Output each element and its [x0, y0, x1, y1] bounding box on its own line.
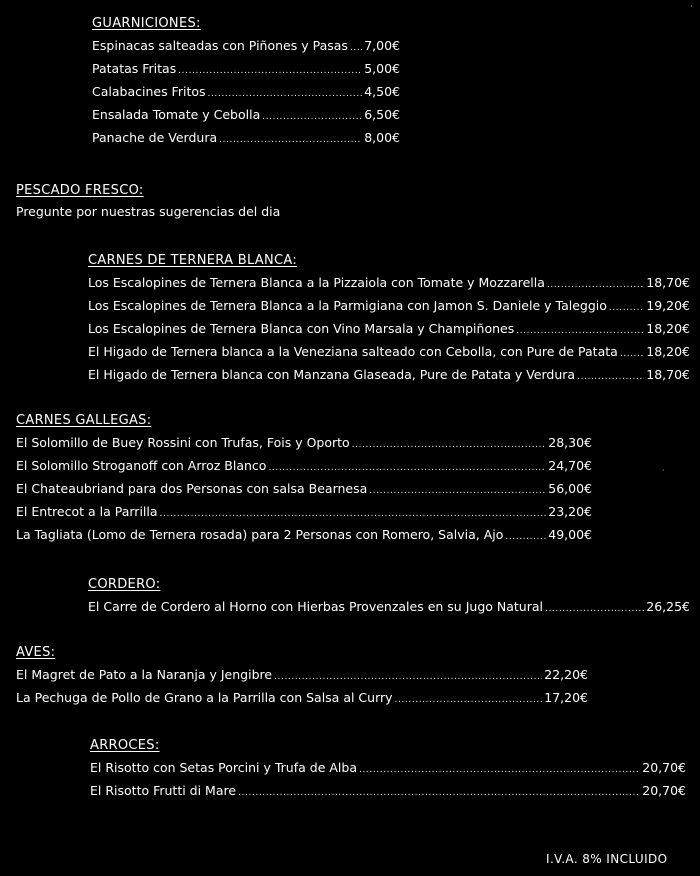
section-note: Pregunte por nuestras sugerencias del dia [16, 204, 281, 219]
menu-item [88, 271, 690, 294]
section-title: CARNES DE TERNERA BLANCA: [88, 253, 298, 268]
item-name: Patatas Fritas [92, 61, 177, 76]
dot-leader [238, 782, 640, 805]
menu-item [88, 363, 690, 386]
item-name: El Risotto Frutti di Mare [90, 783, 237, 798]
section-title: PESCADO FRESCO: [16, 183, 144, 198]
section-guarniciones [92, 14, 400, 149]
item-price: 8,00€ [364, 130, 400, 145]
item-price: 4,50€ [364, 84, 400, 99]
section-pescado [16, 181, 416, 223]
menu-item [88, 340, 690, 363]
dot-leader [178, 60, 362, 83]
menu-item [92, 80, 400, 103]
item-name: Espinacas salteadas con Piñones y Pasas [92, 38, 348, 53]
item-price: 18,20€ [646, 344, 690, 359]
scan-speck: · [662, 466, 665, 475]
item-price: 24,70€ [548, 458, 592, 473]
item-name: El Entrecot a la Parrilla [16, 504, 158, 519]
item-price: 28,30€ [548, 435, 592, 450]
item-price: 17,20€ [544, 690, 588, 705]
item-name: Los Escalopines de Ternera Blanca a la Pizzaiola con Tomate y Mozzarella [88, 275, 545, 290]
item-price: 18,20€ [646, 321, 690, 336]
menu-item [16, 663, 588, 686]
item-price: 7,00€ [364, 38, 400, 53]
item-price: 26,25€ [646, 599, 690, 614]
item-price: 20,70€ [642, 783, 686, 798]
section-title: CORDERO: [88, 577, 161, 592]
item-price: 22,20€ [544, 667, 588, 682]
item-name: El Higado de Ternera blanca con Manzana Glaseada, Pure de Patata y Verdura [88, 367, 576, 382]
section-title: CARNES GALLEGAS: [16, 413, 152, 428]
menu-item [16, 431, 592, 454]
item-price: 20,70€ [642, 760, 686, 775]
item-price: 19,20€ [646, 298, 690, 313]
menu-item [92, 126, 400, 149]
item-name: La Tagliata (Lomo de Ternera rosada) para 2 Personas con Romero, Salvia, Ajo [16, 527, 504, 542]
item-price: 18,70€ [646, 275, 690, 290]
menu-item [16, 454, 592, 477]
menu-item [92, 103, 400, 126]
dot-leader [352, 434, 547, 457]
item-name: Panache de Verdura [92, 130, 218, 145]
dot-leader [262, 106, 362, 129]
dot-leader [505, 526, 546, 549]
item-price: 23,20€ [548, 504, 592, 519]
menu-item [92, 57, 400, 80]
menu-item [16, 477, 592, 500]
item-name: El Higado de Ternera blanca a la Veneziana salteado con Cebolla, con Pure de Patata [88, 344, 618, 359]
item-name: Calabacines Fritos [92, 84, 206, 99]
menu-item [88, 317, 690, 340]
menu-item [90, 756, 686, 779]
dot-leader [395, 689, 543, 712]
item-price: 49,00€ [548, 527, 592, 542]
section-title: AVES: [16, 645, 56, 660]
item-name: El Solomillo de Buey Rossini con Trufas, Fois y Oporto [16, 435, 350, 450]
item-name: La Pechuga de Pollo de Grano a la Parrilla con Salsa al Curry [16, 690, 393, 705]
item-name: Los Escalopines de Ternera Blanca a la Parmigiana con Jamon S. Daniele y Taleggio [88, 298, 607, 313]
menu-item [16, 523, 592, 546]
section-aves [16, 643, 588, 709]
item-price: 5,00€ [364, 61, 400, 76]
dot-leader [369, 480, 546, 503]
scan-speck: · [690, 2, 693, 11]
section-title: GUARNICIONES: [92, 16, 201, 31]
item-name: Ensalada Tomate y Cebolla [92, 107, 261, 122]
dot-leader [620, 343, 644, 366]
dot-leader [219, 129, 362, 152]
dot-leader [359, 759, 640, 782]
tax-note: I.V.A. 8% INCLUIDO [546, 852, 668, 866]
dot-leader [609, 297, 644, 320]
menu-item [88, 294, 690, 317]
item-name: El Magret de Pato a la Naranja y Jengibre [16, 667, 273, 682]
menu-item [90, 779, 686, 802]
item-name: Los Escalopines de Ternera Blanca con Vino Marsala y Champiñones [88, 321, 515, 336]
dot-leader [545, 598, 644, 621]
item-name: El Chateaubriand para dos Personas con salsa Bearnesa [16, 481, 368, 496]
item-name: El Solomillo Stroganoff con Arroz Blanco [16, 458, 267, 473]
item-price: 6,50€ [364, 107, 400, 122]
menu-item [16, 686, 588, 709]
dot-leader [577, 366, 644, 389]
item-name: El Risotto con Setas Porcini y Trufa de Alba [90, 760, 357, 775]
section-gallegas [16, 411, 592, 546]
dot-leader [350, 37, 362, 60]
item-price: 56,00€ [548, 481, 592, 496]
section-cordero [88, 575, 690, 618]
section-arroces [90, 736, 686, 802]
menu-item [92, 34, 400, 57]
item-price: 18,70€ [646, 367, 690, 382]
item-name: El Carre de Cordero al Horno con Hierbas Provenzales en su Jugo Natural [88, 599, 543, 614]
menu-item [88, 595, 690, 618]
section-ternera [88, 251, 690, 386]
menu-item [16, 500, 592, 523]
section-title: ARROCES: [90, 738, 160, 753]
